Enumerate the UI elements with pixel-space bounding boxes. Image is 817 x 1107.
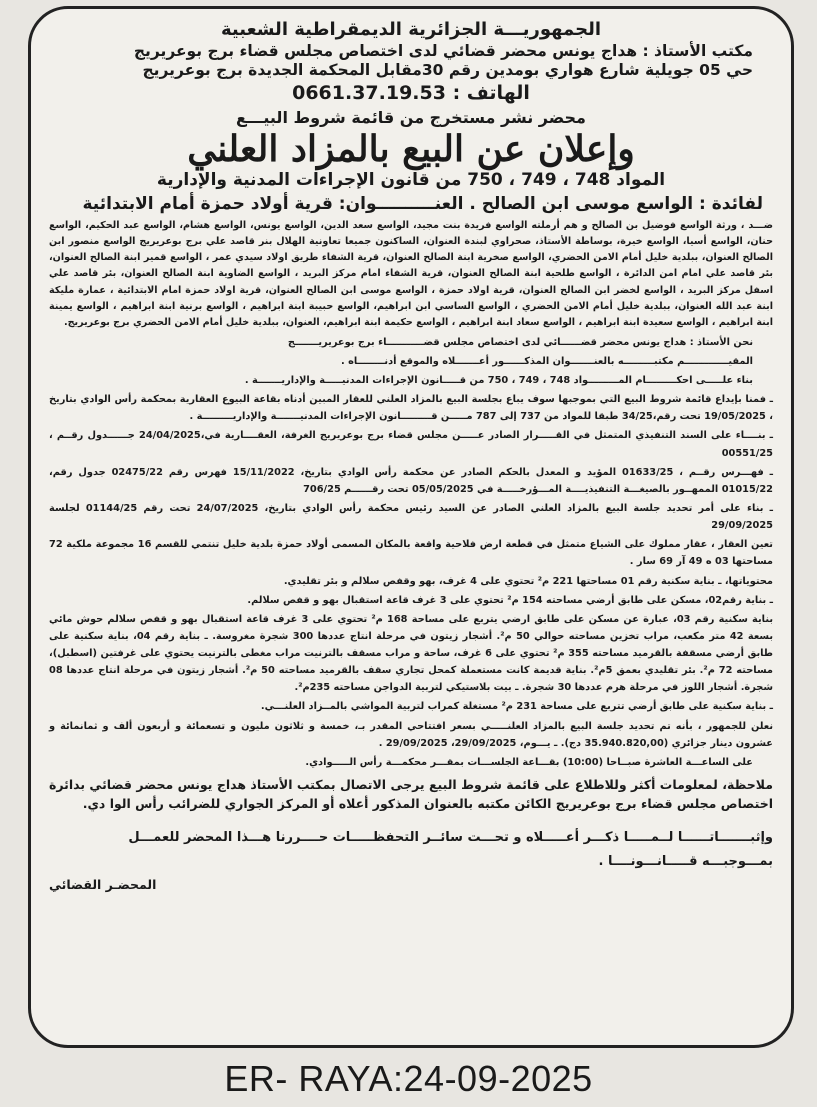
note-paragraph: ملاحظة، لمعلومات أكثر وللاطلاع على قائمة شروط البيع يرجى الاتصال بمكتب الأستاذ هداج يونس محضر قضائي بدائرة اختصاص مجلس قضاء برج بوعريريج الكائن مكتبه بالعنوان المذكور أعلاه أو المركز الجواري للضرائب رأس الوا دي. — [49, 777, 773, 812]
contents-line-4: ـ بناية سكنية على طابق أرضي تتربع على مساحة 231 م² مستغلة كمراب لتربية المواشي بالمــزاد العلنـــي. — [260, 701, 773, 713]
beneficiary-line: لفائدة : الواسع موسى ابن الصالح . العنــــــــــوان: قرية أولاد حمزة أمام الابتدائية — [82, 193, 763, 214]
contents-line-3: بناية سكنية رقم 03، عبارة عن مسكن على طابق ارضي يتربع على مساحة 168 م² تحتوي على 3 غرف قاعة استقبال بهو و قفص سلالم حوش مائي بسعة 42 متر مكعب، مراب تخزين مساحته حوالي 50 م². أشجار زيتون في مرحلة انتاج عددها 300 شجرة مغروسة. ـ بناية رقم 04، بناية سكنية على طابق أرضي مسقفة بالقرميد مساحته 355 م² تحتوي على 6 غرف، ساحة و مراب مسقف بالترنيت مراب مغطى بالترنيت يحتوي على غرفتين (اسطبل)، مساحته 72 م². بئر تقليدي بعمق 5م². بناية قديمة كانت مستعملة كمحل تجاري سقف بالقرميد مساحته 50 م². أشجار زيتون في مرحلة انتاج عددها 08 شجرة. أشجار اللوز في مرحلة هرم عددها 30 شجرة. ـ بيت بلاستيكي لتربية الدواجن مساحته 235م². — [49, 613, 774, 694]
subtitle-line: محضر نشر مستخرج من قائمة شروط البيـــع — [236, 108, 586, 127]
body-line-4: ـ فمنا بإيداع قائمة شروط البيع التي بموجبها سوف يباع بجلسة البيع بالمزاد العلني للعقار المبين أدناه بقاعة البيوع العقارية بمحكمة رأس الوادي بتاريخ ، 19/05/2025 تحت رقم،34/25 طبقا للمواد من 737 إلى 787 مـــــن قـــــــــانون الإجراءات المدنيـــــــة والإداريـــــــــة . — [49, 394, 773, 423]
price-announcement: نعلن للجمهور ، بأنه تم تحديد جلسة البيع بالمزاد العلنـــــي بسعر افتتاحي المقدر بـ، خمسة و ثلاثون مليون و تسعمائة و أربعون ألف و ثمانمائة و عشرون دينار جزائري (35.940.820,00 دج). ـ يـــوم، 29/09/2025، 29/09/2025 . — [49, 720, 773, 749]
body-line-6: ـ فهـــرس رقــم ، 01633/25 المؤيد و المعدل بالحكم الصادر عن محكمة رأس الوادي بتاريخ، 15/11/2022 فهرس رقم 02475/22 جدول رقم، 01015/22 الممهــور بالصيغـــة التنفيذيــــة المـــؤرخـــــة في 05/05/2025 تحت رقــــــم 706/25 — [49, 466, 774, 495]
office-line: مكتب الأستاذ : هداج يونس محضر قضائي لدى اختصاص مجلس قضاء برج بوعريريج — [133, 41, 753, 60]
main-title: وإعلان عن البيع بالمزاد العلني — [187, 128, 635, 170]
republic-heading: الجمهوريـــة الجزائرية الديمقراطية الشعبية — [220, 19, 602, 40]
notice-frame — [28, 6, 794, 1048]
property-description: تعين العقار ، عقار مملوك على الشياع متمثل في قطعة ارض فلاحية واقعة بالمكان المسمى أولاد حمزة بلدية خليل تنتمي للقسم 16 مجموعة ملكية 72 مساحتها 03 ه 49 آر 69 سار . — [49, 539, 773, 568]
closing-line-2: بمـــوجبـــه قـــــانـــونــــا . — [598, 853, 773, 869]
address-line: حي 05 جويلية شارع هواري بومدين رقم 30مقابل المحكمة الجديدة برج بوعريريج — [142, 60, 753, 79]
body-line-5: ـ بنــــاء على السند التنفيذي المتمثل في القـــــرار الصادر عـــــن مجلس قضاء برج بوعريريج الغرفة، العقــــارية في،24/04/2025 جــــــدول رقــم ، 00551/25 — [49, 430, 773, 459]
publication-footer: ER- RAYA:24-09-2025 — [224, 1058, 593, 1099]
body-line-1: نحن الأستاذ : هداج يونس محضر قضــــــائي لدى اختصاص مجلس قضـــــــــــاء برج بوعريريـــــــج — [287, 336, 753, 348]
body-line-3: بناء علـــــى احكـــــــــام المـــــــــواد 748 ، 749 ، 750 من قـــــانون الإجراءات المدنيـــــة والإداريـــــــة . — [244, 374, 753, 386]
articles-line: المواد 748 ، 749 ، 750 من قانون الإجراءات المدنية والإدارية — [156, 169, 666, 190]
closing-line-1: وإثبـــــــاتــــــا لــمـــــا ذكـــر أعـــــلاه و تحـــت سائــر التحفظـــــات حــــررنا هـــذا المحضر للعمـــل — [128, 830, 773, 846]
against-paragraph: ضـــد ، ورثة الواسع فوضيل بن الصالح و هم أرملته الواسع فريدة بنت مجيد، الواسع سعد الدين، الواسع يونس، الواسع هشام، الواسع عبد الحكيم، الواسع حنان، الواسع أسيا، الواسع خيرة، بوساطة الأستاذ، صحراوي لبندة العنوان، الساكنون جميعا تعاونية الهلال بنر قاصد علي برج بوعريريج الواسع منصور ابن الصالح العنوان، ببلدية خليل أمام الامن الحضري، الواسع صخرية ابنة الصالح العنوان، قرية الشفاء طريق اولاد سيدي عمر ، الواسع قمير ابنة الصالح العنوان، بئر قاصد علي امام امن الدائرة ، الواسع طلحية ابنة الصالح العنوان، قرية الشفاء امام مركز البريد ، الواسع الضاوية ابنة الصالح العنوان، بئر قاصد علي اسفل مركز البريد ، الواسع لخضر ابن الصالح العنوان، قرية اولاد حمزة ، الواسع موسى ابن الصالح العنوان، قرية اولاد حمزة امام الابتدائية ، عمارة مليكة ابنة عبد الله العنوان، ببلدية خليل أمام الامن الحضري ، الواسع الساسي ابن ابراهيم، الواسع حبيبة ابنة ابراهيم ، الواسع برنية ابنة ابراهيم ، الواسع يمينة ابنة ابراهيم ، الواسع سعيدة ابنة ابراهيم ، الواسع سعاد ابنة ابراهيم ، الواسع حكيمة ابنة ابراهيم، العنوان، ببلدية خليل أمام الامن الحضري برج بوعريريج. — [49, 219, 773, 329]
contents-line-1: محتوياتها، ـ بناية سكنية رقم 01 مساحتها 221 م² تحتوي على 4 غرف، بهو وقفص سلالم و بئر تقليدي. — [283, 575, 773, 587]
session-time: على الساعـــة العاشرة صبــاحا (10:00) بقـــاعة الجلســـات بمقـــر محكمـــة رأس الـــــوادي. — [305, 756, 753, 768]
contents-line-2: ـ بناية رقم02، مسكن على طابق أرضي مساحته 154 م² تحتوي على 3 غرف قاعة استقبال بهو و قفص سلالم. — [247, 594, 773, 606]
body-line-2: المقيـــــــــــــم مكتبـــــــــه بالعنـــــــوان المذكــــــور أعـــــــلاه والموقع أدنــــــــاه . — [341, 355, 753, 367]
signature-line: المحضـر القضائي — [49, 877, 157, 893]
body-line-7: ـ بناء على أمر تحديد جلسة البيع بالمزاد العلني الصادر عن السيد رئيس محكمة رأس الوادي بتاريخ، 24/07/2025 تحت رقم 01144/25 لجلسة 29/09/2025 — [49, 502, 773, 532]
phone-line: الهاتف : 0661.37.19.53 — [292, 82, 530, 105]
